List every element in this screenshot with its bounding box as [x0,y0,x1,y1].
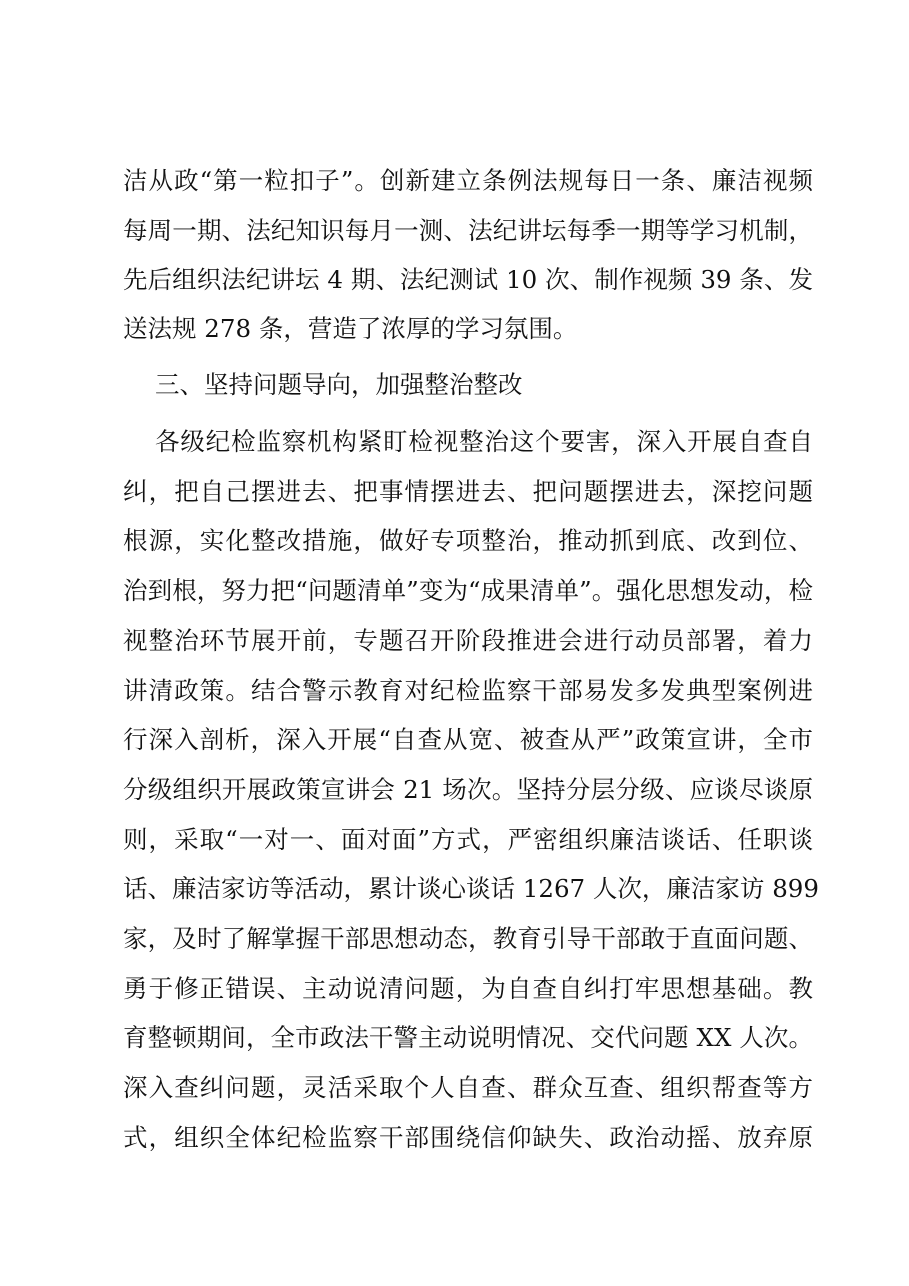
body-text-line: 送法规 278 条，营造了浓厚的学习氛围。 [123,314,578,343]
section-heading: 三、坚持问题导向，加强整治整改 [155,370,523,399]
body-text-line: 先后组织法纪讲坛 4 期、法纪测试 10 次、制作视频 39 条、发 [123,265,813,294]
body-text-line: 分级组织开展政策宣讲会 21 场次。坚持分层分级、应谈尽谈原 [123,775,813,804]
body-text-line: 视整治环节展开前，专题召开阶段推进会进行动员部署，着力 [123,626,813,655]
body-text-line: 行深入剖析，深入开展“自查从宽、被查从严”政策宣讲，全市 [123,725,813,754]
body-text-line: 讲清政策。结合警示教育对纪检监察干部易发多发典型案例进 [123,676,813,705]
body-text-line: 深入查纠问题，灵活采取个人自查、群众互查、组织帮查等方 [123,1073,813,1102]
body-text-line: 勇于修正错误、主动说清问题，为自查自纠打牢思想基础。教 [123,974,813,1003]
body-text-line: 话、廉洁家访等活动，累计谈心谈话 1267 人次，廉洁家访 899 [123,874,819,903]
body-text-line: 则，采取“一对一、面对面”方式，严密组织廉洁谈话、任职谈 [123,825,813,854]
body-text-line: 育整顿期间，全市政法干警主动说明情况、交代问题 XX 人次。 [123,1023,813,1052]
body-text-line: 各级纪检监察机构紧盯检视整治这个要害，深入开展自查自 [155,427,813,456]
body-text-line: 治到根，努力把“问题清单”变为“成果清单”。强化思想发动，检 [123,576,813,605]
body-text-line: 根源，实化整改措施，做好专项整治，推动抓到底、改到位、 [123,526,813,555]
body-text-line: 纠，把自己摆进去、把事情摆进去、把问题摆进去，深挖问题 [123,477,813,506]
body-text-line: 每周一期、法纪知识每月一测、法纪讲坛每季一期等学习机制， [123,216,813,245]
body-text-line: 式，组织全体纪检监察干部围绕信仰缺失、政治动摇、放弃原 [123,1123,813,1152]
body-text-line: 洁从政“第一粒扣子”。创新建立条例法规每日一条、廉洁视频 [123,166,813,195]
body-text-line: 家，及时了解掌握干部思想动态，教育引导干部敢于直面问题、 [123,924,813,953]
